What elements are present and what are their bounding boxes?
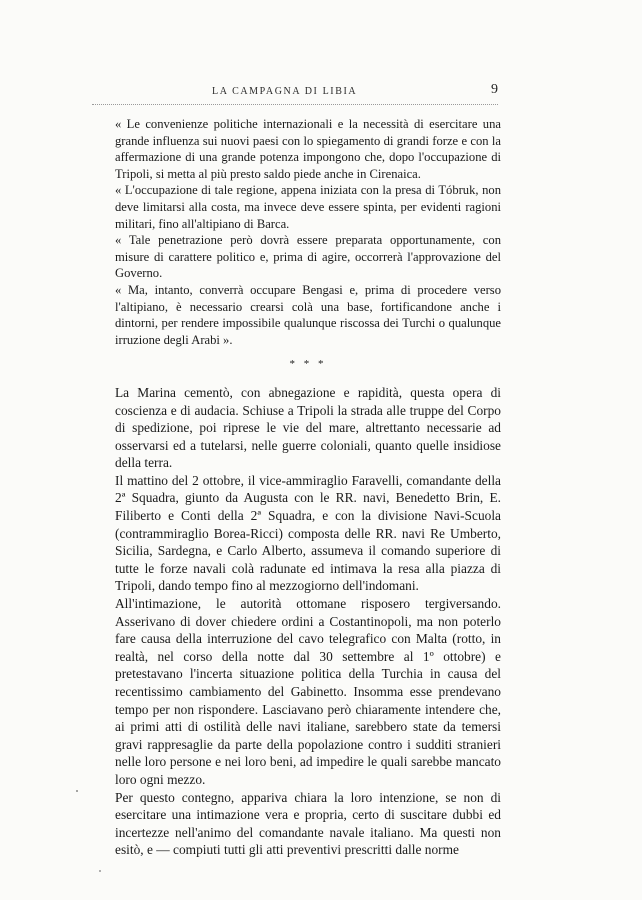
quote-paragraph: « Tale penetrazione però dovrà essere preparata opportunamente, con misure di carattere politico e, prima di agire, occorrerà l'approvazione del Governo. [115,233,501,281]
body-paragraph: Il mattino del 2 ottobre, il vice-ammiraglio Faravelli, comandante della 2ª Squadra, giunto da Augusta con le RR. navi, Benedetto Brin, E. Filiberto e Conti della 2ª Squadra, e con la divisione Navi-Scuola (contrammiraglio Borea-Ricci) composta delle RR. navi Re Umberto, Sicilia, Sardegna, e Carlo Alberto, assumeva il comando superiore di tutte le forze navali colà radunate ed intimava la resa alla piazza di Tripoli, dando tempo fino al mezzogiorno dell'indomani. [115,472,501,594]
quote-paragraph: « Ma, intanto, converrà occupare Bengasi e, prima di procedere verso l'altipiano, è necessario crearsi colà una base, fortificandone anche i dintorni, per rendere impossibile qualunque riscossa dei Turchi o qualunque irruzione degli Arabi ». [115,282,501,347]
page-number: 9 [491,82,498,97]
running-head [92,82,498,100]
page-body [115,116,501,859]
quoted-instructions [115,116,501,348]
running-title: LA CAMPAGNA DI LIBIA [212,86,358,97]
body-paragraph: Per questo contegno, appariva chiara la loro intenzione, se non di esercitare una intimazione vera e propria, certo di suscitare dubbi ed incertezze nell'animo del comandante navale italiano. Ma questi non esitò, e — compiuti tutti gli atti preventivi prescritti dalle norme [115,789,501,858]
quote-paragraph: « Le convenienze politiche internazionali e la necessità di esercitare una grande influenza sui nuovi paesi con lo spiegamento di grandi forze e con la affermazione di una grande potenza impongono che, dopo l'occupazione di Tripoli, si metta al più presto saldo piede anche in Cirenaica. [115,117,501,181]
quote-paragraph: « L'occupazione di tale regione, appena iniziata con la presa di Tóbruk, non deve limitarsi alla costa, ma invece deve essere spinta, per evidenti ragioni militari, fino all'altipiano di Barca. [115,183,501,231]
paper-speck [99,870,101,872]
section-separator: * * * [289,358,327,371]
paper-speck [76,790,78,792]
body-paragraph: All'intimazione, le autorità ottomane risposero tergiversando. Asserivano di dover chiedere ordini a Costantinopoli, ma non poterlo fare causa della interruzione del cavo telegrafico con Malta (rotto, in realtà, nel corso della notte dal 30 settembre al 1º ottobre) e pretestavano l'incerta situazione politica della Turchia in causa del recentissimo cambiamento del Gabinetto. Insomma esse prendevano tempo per non rispondere. Lasciavano però chiaramente intendere che, ai primi atti di ostilità delle navi italiane, sarebbero state da temersi gravi rappresaglie da parte della popolazione contro i sudditi stranieri nelle loro persone e nei loro beni, ad impedire le quali sarebbe mancato loro ogni mezzo. [115,596,501,787]
header-rule [92,104,498,105]
body-paragraph: La Marina cementò, con abnegazione e rapidità, questa opera di coscienza e di audacia. Schiuse a Tripoli la strada alle truppe del Corpo di spedizione, poi riprese le vie del mare, altrettanto necessarie ad osservarsi ed a tutelarsi, nelle guerre coloniali, quanto quelle insidiose della terra. [115,384,501,471]
